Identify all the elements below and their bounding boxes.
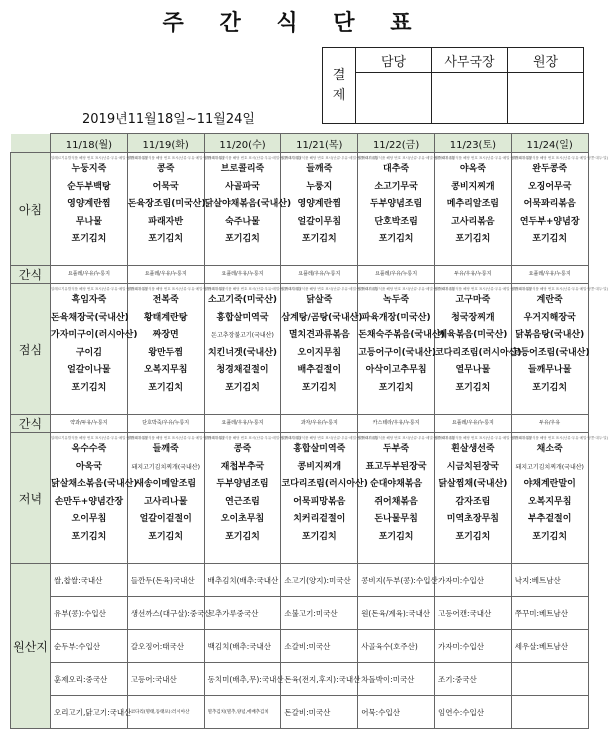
menu-item: 야옥죽 [459,164,486,174]
meal-label-origin: 원산지 [11,564,51,729]
allergy-note: 알레르기유발식품 해당 번호 표시(난류·우유·메밀·땅콩·대두·밀) [434,287,532,291]
meal-cell [51,284,148,415]
snack-cell: 카스테라/우유/누룽지 [358,415,435,433]
origin-cell: 세우살:베트남산 [511,630,588,663]
meal-cell [204,433,301,564]
menu-item: 배추겉절이 [297,365,342,376]
approval-label: 결 제 [323,48,356,124]
menu-item: 포기김치 [148,382,184,393]
menu-item: 오이무침 [71,514,107,525]
allergy-note: 알레르기유발식품 해당 번호 표시(난류·우유·메밀·땅콩·대두·밀) [281,436,378,440]
menu-item: 가자미구이(러시아산) [51,330,138,341]
meal-row-breakfast [11,153,589,266]
origin-cell: 어묵:수입산 [358,696,435,729]
menu-item: 순두부백탕 [67,181,111,192]
origin-cell: 코다리(명태,동태포):러시아산 [127,696,204,729]
menu-item: 돈육채장국(국내산) [51,312,129,323]
origin-cell: 동치미(배추,무):국내산 [204,663,281,696]
day-header: 11/18(월) [51,134,128,153]
allergy-note: 알레르기유발식품 해당 번호 표시(난류·우유·메밀·땅콩·대두·밀) [511,156,608,160]
menu-item: 누둥지죽 [71,164,107,174]
menu-item: 계란죽 [536,295,563,305]
menu-item: 두부양념조림 [216,479,269,490]
menu-item: 제육볶음(미국산) [438,330,508,341]
menu-item: 쥐어채볶음 [374,496,418,507]
menu-item: 오이초무침 [220,514,265,525]
origin-cell: 오리고기,닭고기:국내산 [51,696,128,729]
menu-item: 포기김치 [71,382,107,393]
menu-item: 돼지고기김치찌개(국내산) [515,463,584,471]
menu-item: 콩죽 [233,444,252,454]
origin-cell: 소불고기:미국산 [281,597,358,630]
menu-item: 영양계란찜 [67,199,111,210]
menu-item: 돈채숙주볶음(국내산) [358,330,445,341]
menu-item: 들깨죽 [152,444,179,454]
snack-cell: 요플레/우유/누룽지 [358,266,435,284]
menu-item: 코다리조림(러시아산) [434,347,522,358]
origin-row [11,663,589,696]
menu-item: 무나물 [75,216,102,227]
meal-label-snack: 간식 [11,415,51,433]
menu-item: 포기김치 [378,382,414,393]
menu-item: 얼갈이무침 [297,216,342,227]
menu-item: 삼계탕/곰탕(국내산) [281,312,363,323]
meal-label-breakfast: 아침 [11,153,51,266]
meal-cell [127,284,224,415]
origin-cell: 가자미:수입산 [434,564,511,597]
origin-row [11,597,589,630]
day-header-row [11,134,589,153]
menu-item: 누룽지 [306,181,333,192]
menu-item: 야채계란말이 [523,479,576,490]
origin-cell: 훈제오리:중국산 [51,663,128,696]
allergy-note: 알레르기유발식품 해당 번호 표시(난류·우유·메밀·땅콩·대두·밀) [204,156,301,160]
menu-item: 멸치견과류볶음 [288,330,350,341]
menu-item: 왕만두찜 [148,347,184,358]
origin-cell: 고등어캔:국내산 [434,597,511,630]
allergy-note: 알레르기유발식품 해당 번호 표시(난류·우유·메밀·땅콩·대두·밀) [281,287,378,291]
menu-item: 고등어조림(국내산) [511,347,590,358]
origin-cell: 가자미:수입산 [434,630,511,663]
allergy-note: 알레르기유발식품 해당 번호 표시(난류·우유·메밀·땅콩·대두·밀) [511,287,608,291]
day-header: 11/19(화) [127,134,204,153]
meal-row-dinner [11,433,589,564]
menu-item: 완두콩죽 [532,164,568,174]
menu-item: 새송이메알조림 [135,479,197,490]
menu-item: 닭살찜채(국내산) [438,479,508,490]
snack-row [11,266,589,284]
meal-cell [204,284,301,415]
approval-sign [508,73,584,124]
menu-item: 포기김치 [532,234,568,245]
meal-cell [51,433,148,564]
approval-box [322,47,584,124]
allergy-note: 알레르기유발식품 해당 번호 표시(난류·우유·메밀·땅콩·대두·밀) [204,287,301,291]
snack-cell: 요플레/우유/누룽지 [204,415,281,433]
origin-cell: 고추가루중국산 [204,597,281,630]
approval-sign [432,73,508,124]
allergy-note: 알레르기유발식품 해당 번호 표시(난류·우유·메밀·땅콩·대두·밀) [358,156,455,160]
snack-cell: 두유/우유 [511,415,588,433]
origin-row [11,630,589,663]
day-header: 11/22(금) [358,134,435,153]
menu-item: 시금치된장국 [446,461,499,472]
meal-cell [434,153,532,266]
origin-cell: 돈육(전지,후지):국내산 [281,663,358,696]
snack-cell: 요플레/우유/누룽지 [51,266,128,284]
allergy-note: 알레르기유발식품 해당 번호 표시(난류·우유·메밀·땅콩·대두·밀) [434,436,532,440]
menu-item: 돈육장조림(미국산) [127,199,206,210]
menu-item: 콩비지찌개 [297,461,342,472]
menu-item: 고사리볶음 [451,216,495,227]
menu-item: 홍합살미역국 [216,312,269,323]
menu-item: 포기김치 [225,382,260,393]
menu-item: 얼갈이겉절이 [139,514,192,525]
menu-item: 들깨죽 [306,164,333,174]
origin-cell: 멸추김치(멸추,양념,에배추김치 [204,696,281,729]
origin-cell: 낙지:베트남산 [511,564,588,597]
menu-item: 치킨너겟(국내산) [207,347,278,358]
origin-cell [511,663,588,696]
menu-item: 포기김치 [455,382,491,393]
meal-cell [434,284,532,415]
menu-item: 포기김치 [71,531,107,542]
menu-item: 고사리나물 [143,496,188,507]
menu-item: 두부죽 [383,444,410,454]
meal-cell [358,433,455,564]
menu-item: 닭볶음탕(국내산) [515,330,585,341]
menu-item: 들깨무나물 [527,365,572,376]
allergy-note: 알레르기유발식품 해당 번호 표시(난류·우유·메밀·땅콩·대두·밀) [51,156,148,160]
corner-cell [11,134,51,153]
meal-cell [204,153,301,266]
approval-role: 원장 [508,48,584,73]
menu-item: 소고기무국 [374,181,418,192]
menu-item: 두부양념조림 [370,199,423,210]
snack-cell: 요플레/우유/누룽지 [281,266,358,284]
menu-item: 파래자반 [148,216,184,227]
snack-cell: 요플레/우유/누룽지 [204,266,281,284]
menu-item: 포기김치 [532,531,568,542]
origin-cell: 백김치(배추:국내산 [204,630,281,663]
allergy-note: 알레르기유발식품 해당 번호 표시(난류·우유·메밀·땅콩·대두·밀) [204,436,301,440]
menu-item: 콩비지찌개 [451,181,495,192]
day-header: 11/21(목) [281,134,358,153]
meal-cell [281,284,378,415]
menu-item: 고등어구이(국내산) [358,347,436,358]
meal-cell [51,153,148,266]
menu-item: 돼지고기김치찌개(국내산) [131,463,200,471]
menu-item: 사골파국 [225,181,260,192]
allergy-note: 알레르기유발식품 해당 번호 표시(난류·우유·메밀·땅콩·대두·밀) [358,287,455,291]
meal-label-lunch: 점심 [11,284,51,415]
allergy-note: 알레르기유발식품 해당 번호 표시(난류·우유·메밀·땅콩·대두·밀) [511,436,608,440]
origin-cell: 배추김치(배추:국내산 [204,564,281,597]
day-header: 11/24(일) [511,134,588,153]
origin-cell: 임연수:수입산 [434,696,511,729]
meal-row-lunch [11,284,589,415]
origin-row [11,564,589,597]
origin-row [11,696,589,729]
menu-item: 옥수수죽 [71,444,107,454]
snack-row [11,415,589,433]
menu-item: 오복지무침 [143,365,188,376]
allergy-note: 알레르기유발식품 해당 번호 표시(난류·우유·메밀·땅콩·대두·밀) [51,287,148,291]
menu-item: 단호박조림 [374,216,418,227]
approval-role: 사무국장 [432,48,508,73]
allergy-note: 알레르기유발식품 해당 번호 표시(난류·우유·메밀·땅콩·대두·밀) [127,287,224,291]
origin-cell: 쭈꾸미:베트남산 [511,597,588,630]
menu-item: 돈나물무침 [374,514,418,525]
menu-item: 황태계란탕 [143,312,188,323]
meal-cell [511,153,608,266]
origin-cell: 조기:중국산 [434,663,511,696]
menu-item: 홍합살미역죽 [293,444,346,454]
menu-item: 어묵피망볶음 [293,496,346,507]
menu-item: 연두부+양념장 [519,216,580,227]
menu-item: 포기김치 [455,531,491,542]
menu-item: 포기김치 [455,234,491,245]
origin-cell: 원(돈육/계육):국내산 [358,597,435,630]
menu-item: 재첩부추국 [220,461,265,472]
menu-item: 미역초장무침 [446,514,499,525]
menu-item: 고구마죽 [455,295,491,305]
menu-item: 닭살죽 [306,295,333,305]
allergy-note: 알레르기유발식품 해당 번호 표시(난류·우유·메밀·땅콩·대두·밀) [127,156,224,160]
menu-item: 콩죽 [157,164,175,174]
allergy-note: 알레르기유발식품 해당 번호 표시(난류·우유·메밀·땅콩·대두·밀) [51,436,148,440]
snack-cell: 약과/두유/누룽지 [51,415,128,433]
meal-cell [511,284,608,415]
approval-role: 담당 [356,48,432,73]
origin-cell: 순두부:수입산 [51,630,128,663]
origin-cell: 쌀,찹쌀:국내산 [51,564,128,597]
meal-cell [281,153,378,266]
origin-cell [511,696,588,729]
menu-item: 치커리겉절이 [293,514,346,525]
menu-item: 포기김치 [301,234,337,245]
menu-item: 흑임자죽 [71,295,107,305]
menu-item: 부추겉절이 [527,514,572,525]
menu-item: 숙주나물 [225,216,260,227]
menu-item: 닭살야채볶음(국내산) [204,199,292,210]
allergy-note: 알레르기유발식품 해당 번호 표시(난류·우유·메밀·땅콩·대두·밀) [127,436,224,440]
meal-label-dinner: 저녁 [11,433,51,564]
meal-cell [127,433,224,564]
menu-item: 전복죽 [152,295,179,305]
meal-cell [434,433,532,564]
menu-item: 순대야채볶음 [370,479,423,490]
snack-cell: 두유/우유/누룽지 [434,266,511,284]
menu-item: 우거지해장국 [523,312,576,323]
allergy-note: 알레르기유발식품 해당 번호 표시(난류·우유·메밀·땅콩·대두·밀) [281,156,378,160]
menu-item: 청국장찌개 [451,312,495,323]
menu-item: 흰살생선죽 [451,444,495,454]
meal-label-snack: 간식 [11,266,51,284]
menu-item: 오복지무침 [527,496,572,507]
origin-cell: 소갈비:미국산 [281,630,358,663]
meal-cell [358,153,455,266]
menu-item: 닭살채소볶음(국내산) [51,479,138,490]
menu-item: 어묵꽈리볶음 [523,199,576,210]
meal-cell [358,284,455,415]
menu-item: 브로콜리죽 [220,164,265,174]
allergy-note: 알레르기유발식품 해당 번호 표시(난류·우유·메밀·땅콩·대두·밀) [358,436,455,440]
menu-item: 대추죽 [383,164,410,174]
menu-item: 영양계란찜 [297,199,342,210]
menu-item: 아삭이고추무침 [365,365,427,376]
origin-cell: 차돌박이:미국산 [358,663,435,696]
menu-item: 포기김치 [225,234,260,245]
menu-item: 짜장면 [152,330,179,341]
menu-item: 오이지무침 [297,347,342,358]
origin-cell: 유부(콩):수입산 [51,597,128,630]
menu-item: 손만두+양념간장 [54,496,124,507]
meal-cell [281,433,378,564]
menu-period: 2019년11월18일~11월24일 [82,112,255,127]
snack-cell: 요플레/우유/누룽지 [511,266,588,284]
menu-item: 녹두죽 [383,295,410,305]
day-header: 11/23(토) [434,134,511,153]
approval-sign [356,73,432,124]
menu-item: 오징어무국 [527,181,572,192]
origin-cell: 돈갈비:미국산 [281,696,358,729]
menu-item: 소고기죽(미국산) [207,295,278,305]
menu-item: 포기김치 [71,234,107,245]
day-header: 11/20(수) [204,134,281,153]
menu-item: 얼갈이나물 [67,365,111,376]
menu-item: 어묵국 [152,181,179,192]
snack-cell: 요플레/우유/누룽지 [127,266,204,284]
origin-cell: 사골육수(호주산) [358,630,435,663]
origin-cell: 콩비지(두부(콩):수입산 [358,564,435,597]
menu-item: 파육개장(미국산) [361,312,431,323]
origin-cell: 생선까스(대구살):중국산 [127,597,204,630]
weekly-menu-table [10,133,608,729]
menu-item: 메추리알조림 [446,199,499,210]
origin-cell: 갈오징어:태국산 [127,630,204,663]
menu-item: 포기김치 [378,234,414,245]
menu-item: 구이김 [75,347,102,358]
menu-item: 청경채겉절이 [216,365,269,376]
menu-item: 감자조림 [455,496,491,507]
allergy-note: 알레르기유발식품 해당 번호 표시(난류·우유·메밀·땅콩·대두·밀) [434,156,532,160]
meal-cell [127,153,224,266]
origin-cell: 고등어:국내산 [127,663,204,696]
menu-item: 포기김치 [378,531,414,542]
snack-cell: 단호박죽/우유/누룽지 [127,415,204,433]
menu-item: 아욱국 [75,461,102,472]
menu-item: 채소죽 [536,444,563,454]
menu-item: 포기김치 [225,531,260,542]
menu-item: 연근조림 [225,496,260,507]
menu-item: 포기김치 [148,531,184,542]
origin-cell: 소고기(양지):미국산 [281,564,358,597]
snack-cell: 과자/우유/누룽지 [281,415,358,433]
menu-item: 포기김치 [532,382,568,393]
menu-item: 열무나물 [455,365,491,376]
page-title: 주 간 식 단 표 [162,11,426,36]
menu-item: 포기김치 [301,531,337,542]
meal-cell [511,433,608,564]
menu-item: 포기김치 [301,382,337,393]
menu-item: 코다리조림(러시아산) [281,479,368,490]
menu-item: 표고두부된장국 [365,461,427,472]
snack-cell: 요플레/우유/누룽지 [434,415,511,433]
menu-item: 돈고추장불고기(국내산) [211,332,274,340]
menu-item: 포기김치 [148,234,184,245]
origin-cell: 들깐두(돈육)국내산 [127,564,204,597]
